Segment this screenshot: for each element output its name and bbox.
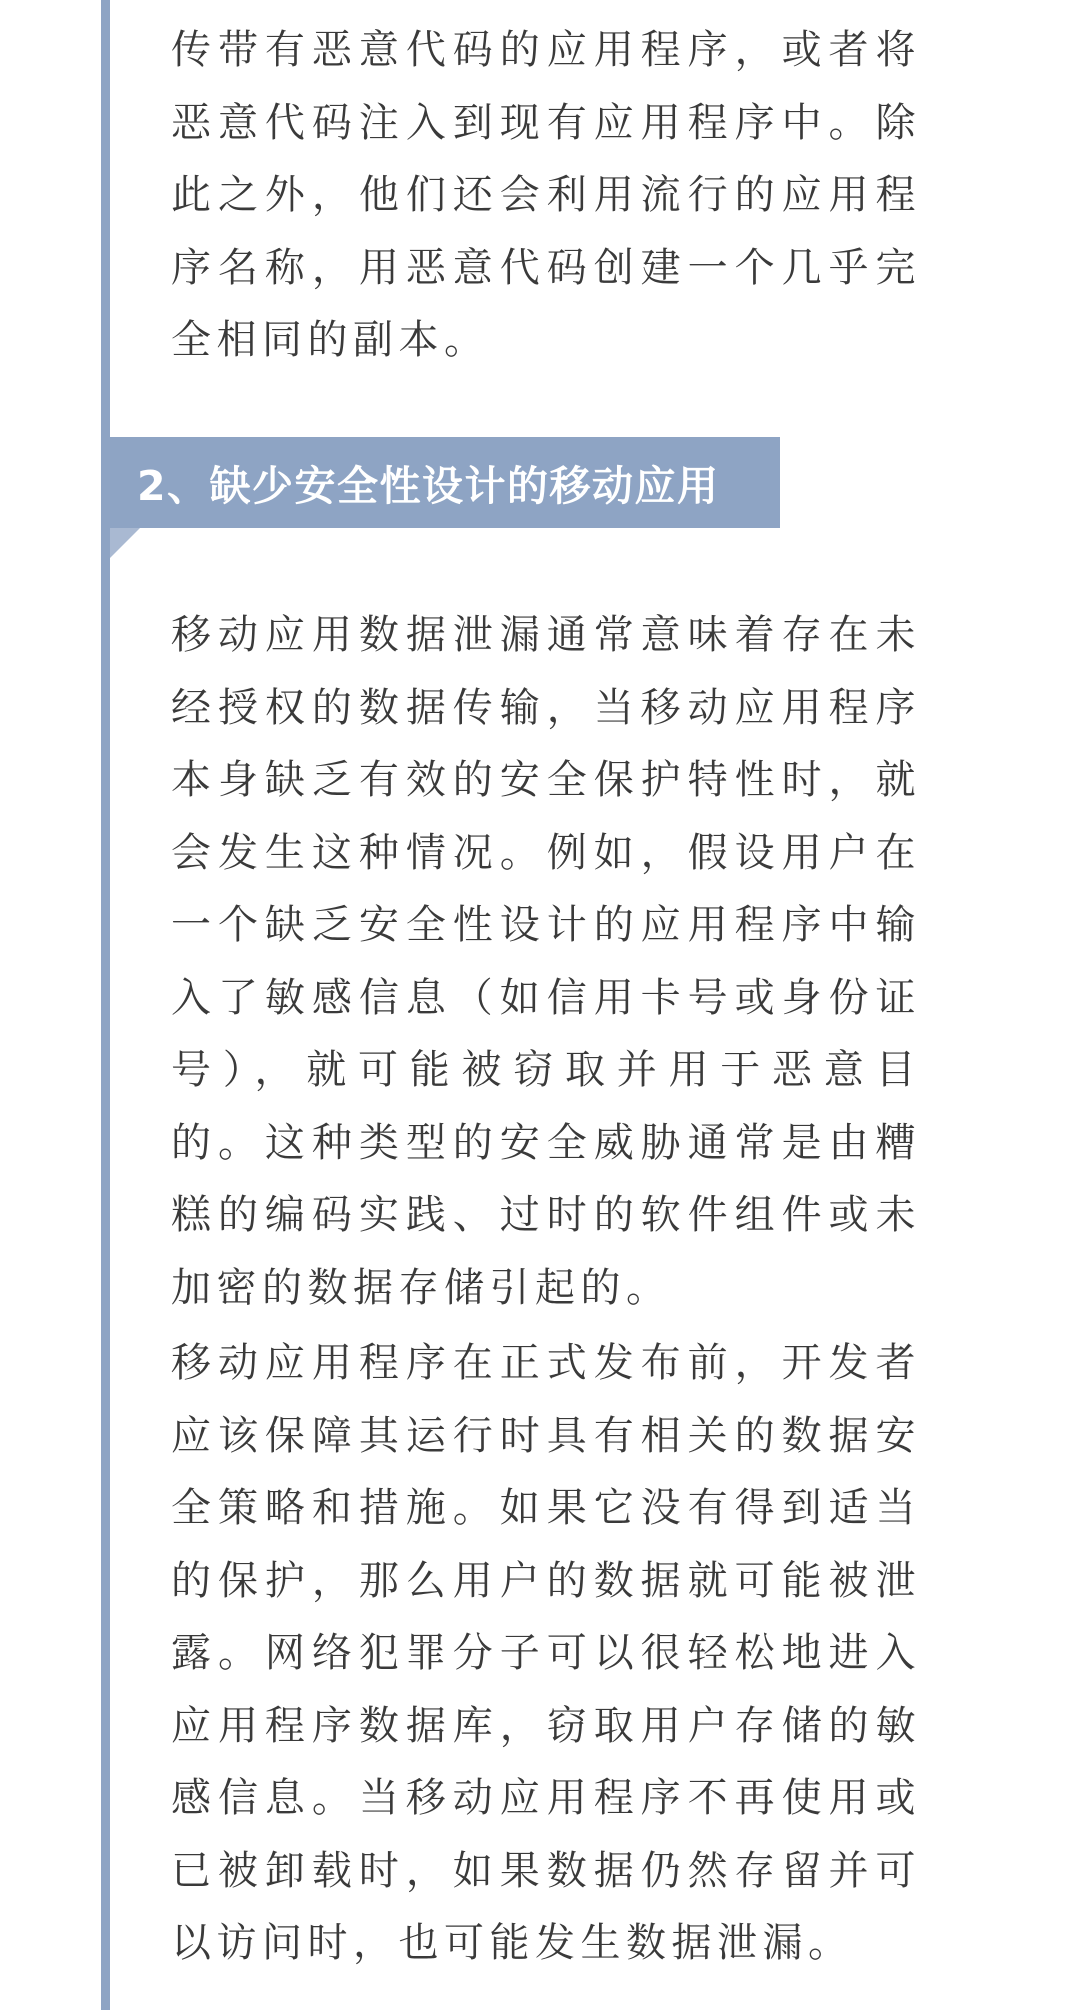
section-heading: 2、缺少安全性设计的移动应用 [137, 462, 720, 510]
section-paragraph-1: 移动应用数据泄漏通常意味着存在未经授权的数据传输，当移动应用程序本身缺乏有效的安全保护特性时，就会发生这种情况。例如，假设用户在一个缺乏安全性设计的应用程序中输入了敏感信息（如信用卡号或身份证号），就可能被窃取并用于恶意目的。这种类型的安全威胁通常是由糟糕的编码实践、过时的软件组件或未加密的数据存储引起的。 [171, 612, 921, 1311]
left-accent-rule [101, 0, 110, 2010]
intro-paragraph: 传带有恶意代码的应用程序，或者将恶意代码注入到现有应用程序中。除此之外，他们还会利用流行的应用程序名称，用恶意代码创建一个几乎完全相同的副本。 [171, 27, 921, 363]
section-paragraph-2: 移动应用程序在正式发布前，开发者应该保障其运行时具有相关的数据安全策略和措施。如果它没有得到适当的保护，那么用户的数据就可能被泄露。网络犯罪分子可以很轻松地进入应用程序数据库，窃取用户存储的敏感信息。当移动应用程序不再使用或已被卸载时，如果数据仍然存留并可以访问时，也可能发生数据泄漏。 [171, 1340, 921, 1966]
heading-fold-corner [110, 528, 140, 558]
section-heading-banner [101, 437, 780, 528]
